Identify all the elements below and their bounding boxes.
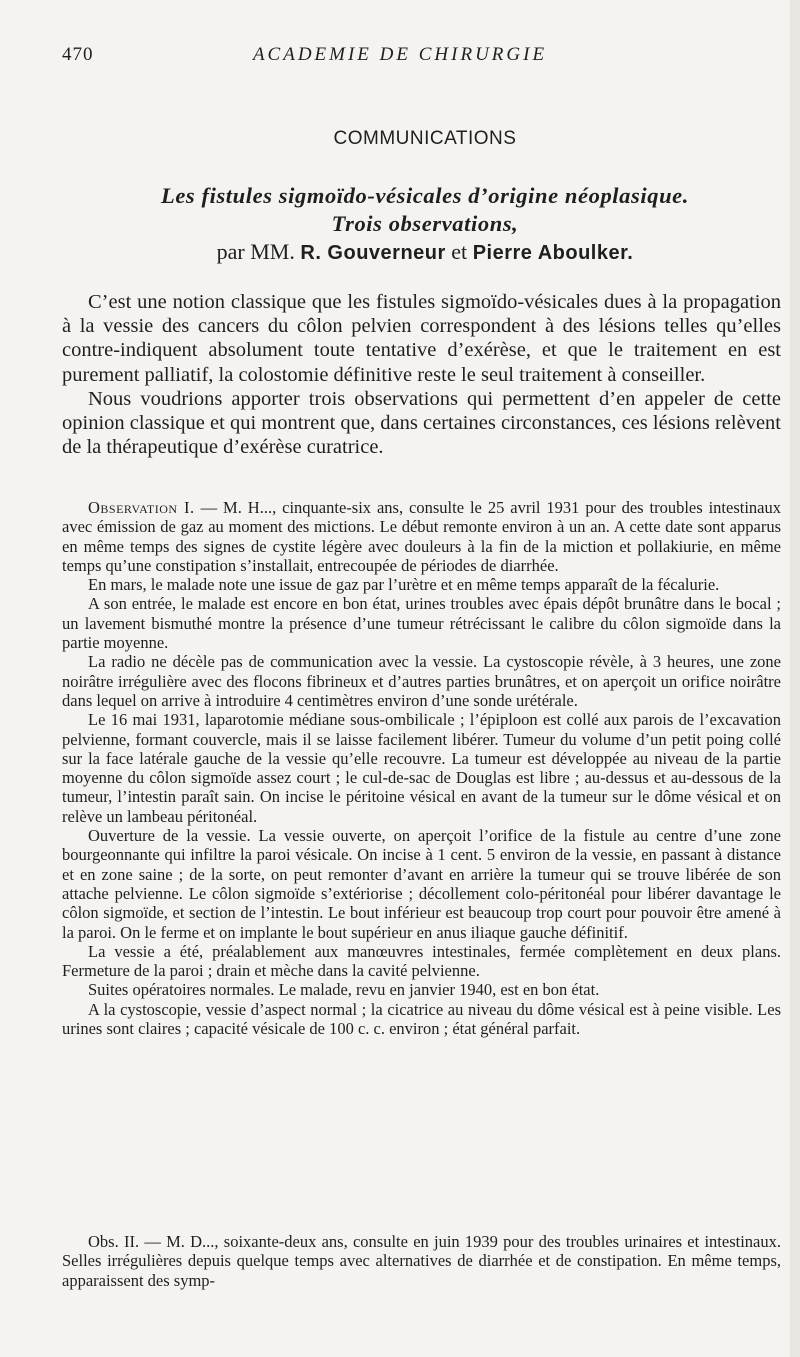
observation-2-label: Obs. II. xyxy=(88,1232,140,1251)
observation-1-paragraph: A son entrée, le malade est encore en bon état, urines troubles avec épais dépôt brunâtre dans le bocal ; un lavement bismuthé montre la présence d’une tumeur rétrécissant le calibre du côlon sigmoïde dans la partie moyenne. xyxy=(62,594,781,653)
intro-paragraph: Nous voudrions apporter trois observations qui permettent d’en appeler de cette opinion classique et qui montrent que, dans certaines circonstances, ces lésions relèvent de la thérapeutique d’exérèse curatrice. xyxy=(62,387,781,459)
article-title xyxy=(0,182,800,238)
observation-2-paragraph: Obs. II. — M. D..., soixante-deux ans, consulte en juin 1939 pour des troubles urinaires et intestinaux. Selles irrégulières depuis quelque temps avec alternatives de diarrhée et de constipation. En même temps, apparaissent des symp- xyxy=(62,1232,781,1290)
observation-1-paragraph: En mars, le malade note une issue de gaz par l’urètre et en même temps apparaît de la fécalurie. xyxy=(88,575,720,595)
observation-1-paragraph: Observation I. — M. H..., cinquante-six ans, consulte le 25 avril 1931 pour des troubles intestinaux avec émission de gaz au moment des mictions. Le début remonte environ à un an. A cette date sont apparus en même temps des signes de cystite légère avec douleurs à la fin de la miction et pollakiurie, en même temps qu’une constipation s’installait, entrecoupée de périodes de diarrhée. xyxy=(62,498,782,575)
author-2: Pierre Aboulker. xyxy=(472,242,634,264)
byline-and: et xyxy=(451,239,468,264)
page-edge-shadow xyxy=(790,0,800,1357)
observation-1-paragraph: Le 16 mai 1931, laparotomie médiane sous-ombilicale ; l’épiploon est collé aux parois de l’excavation pelvienne, formant couvercle, mais il se laisse facilement libérer. Tumeur du volume d’un petit poing collé sur la face latérale gauche de la vessie qu’elle recouvre. La tumeur est développée au niveau de la partie moyenne du côlon sigmoïde assez court ; le cul-de-sac de Douglas est libre ; au-dessus et au-dessous de la tumeur, l’intestin paraît sain. On incise le péritoine vésical en avant de la tumeur sur le dôme vésical et on relève un lambeau péritonéal. xyxy=(62,710,781,826)
observation-1 xyxy=(62,498,781,1038)
article-title-line-2: Trois observations, xyxy=(331,211,519,236)
observation-2 xyxy=(62,1232,781,1290)
author-1: R. Gouverneur xyxy=(300,242,446,264)
byline xyxy=(0,238,800,267)
page-number: 470 xyxy=(62,44,94,65)
section-heading: COMMUNICATIONS xyxy=(333,128,517,149)
intro-paragraph: C’est une notion classique que les fistules sigmoïdo-vésicales dues à la propagation à la vessie des cancers du côlon pelvien correspondent à des lésions telles qu’elles contre-indiquent absolument toute tentative d’exérèse, et que le traitement en est purement palliatif, la colostomie définitive reste le seul traitement à conseiller. xyxy=(62,291,781,386)
introduction xyxy=(62,290,781,459)
journal-title: ACADEMIE DE CHIRURGIE xyxy=(252,44,548,65)
byline-prefix: par MM. xyxy=(216,239,295,264)
observation-1-label: Observation I. xyxy=(88,498,195,517)
observation-1-paragraph: Suites opératoires normales. Le malade, revu en janvier 1940, est en bon état. xyxy=(88,980,600,1000)
observation-1-paragraph: Ouverture de la vessie. La vessie ouverte, on aperçoit l’orifice de la fistule au centre d’une zone bourgeonnante qui infiltre la paroi vésicale. On incise à 1 cent. 5 environ de la vessie, en passant à distance et en zone saine ; de la sorte, on peut remonter d’avant en arrière la tumeur qui se trouve libérée de son attache pelvienne. Le côlon sigmoïde s’extériorise ; décollement colo-péritonéal pour libérer davantage le côlon sigmoïde, et section de l’intestin. Le bout inférieur est beaucoup trop court pour pouvoir être amené à la paroi. On le ferme et on implante le bout supérieur en anus iliaque gauche définitif. xyxy=(62,826,781,942)
observation-1-paragraph: La vessie a été, préalablement aux manœuvres intestinales, fermée complètement en deux plans. Fermeture de la paroi ; drain et mèche dans la cavité pelvienne. xyxy=(62,941,781,981)
observation-1-paragraph: La radio ne décèle pas de communication avec la vessie. La cystoscopie révèle, à 3 heures, une zone noirâtre irrégulière avec des flocons fibrineux et d’autres parties brunâtres, et on aperçoit un orifice noirâtre dans lequel on arrive à introduire 4 centimètres environ d’une sonde urétérale. xyxy=(62,652,781,710)
observation-1-paragraph: A la cystoscopie, vessie d’aspect normal ; la cicatrice au niveau du dôme vésical est à peine visible. Les urines sont claires ; capacité vésicale de 100 c. c. environ ; état général parfait. xyxy=(62,999,781,1039)
running-head xyxy=(0,44,800,74)
article-title-line-1: Les fistules sigmoïdo-vésicales d’origine néoplasique. xyxy=(161,183,689,208)
